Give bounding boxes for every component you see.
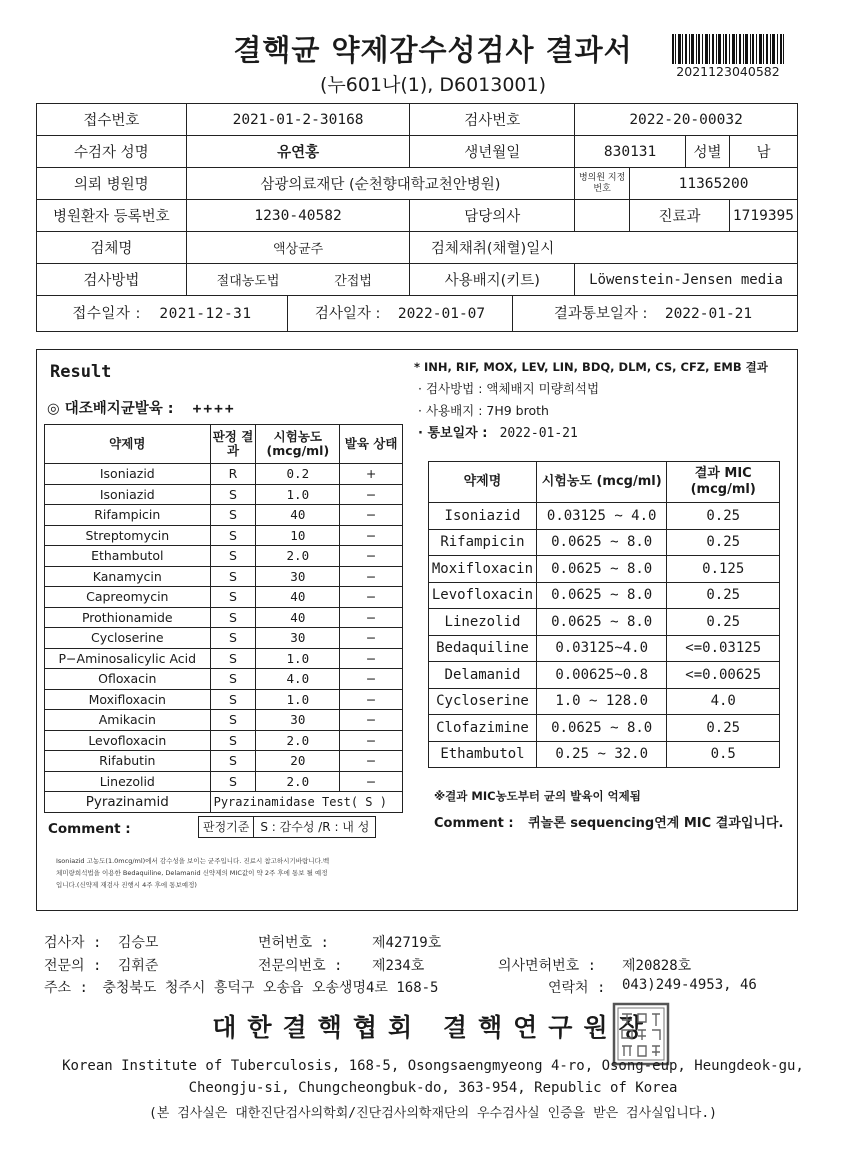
growth-status: − <box>340 525 403 546</box>
growth-status: − <box>340 751 403 772</box>
result-value: S <box>210 566 256 587</box>
concentration: 30 <box>256 566 340 587</box>
footer-row-3 <box>44 977 764 997</box>
result-value: S <box>210 587 256 608</box>
specimen: 액상균주 <box>186 232 410 264</box>
col-conc: 시험농도 (mcg/ml) <box>256 425 340 464</box>
doctor <box>575 200 630 232</box>
concentration: 20 <box>256 751 340 772</box>
sex-label: 성별 <box>686 136 730 168</box>
mic-value: 0.25 <box>667 609 780 636</box>
test-range: 0.0625 ~ 8.0 <box>536 556 667 583</box>
left-comment-label: Comment : <box>48 821 131 837</box>
drug-name: Cycloserine <box>45 628 211 649</box>
doctor-license: 제20828호 <box>622 958 692 974</box>
collect <box>575 232 798 264</box>
table-row <box>45 525 403 546</box>
result-value: S <box>210 484 256 505</box>
receipt-no-label: 접수번호 <box>37 104 187 136</box>
drug-name: Rifampicin <box>45 505 211 526</box>
hospital-label: 의뢰 병원명 <box>37 168 187 200</box>
mic-value: 0.5 <box>667 741 780 768</box>
result-value: S <box>210 505 256 526</box>
method-indirect: 간접법 <box>334 274 372 289</box>
test-range: 0.25 ~ 32.0 <box>536 741 667 768</box>
mic-value: <=0.03125 <box>667 635 780 662</box>
growth-status: − <box>340 505 403 526</box>
concentration: 10 <box>256 525 340 546</box>
hospital: 삼광의료재단 (순천향대학교천안병원) <box>186 168 574 200</box>
concentration: 1.0 <box>256 648 340 669</box>
test-no: 2022-20-00032 <box>575 104 798 136</box>
barcode-number: 2021123040582 <box>676 64 780 79</box>
table-row <box>45 587 403 608</box>
mic-drug-name: Linezolid <box>429 609 537 636</box>
certification-note: (본 검사실은 대한진단검사의학회/진단검사의학재단의 우수검사실 인증을 받은 검사실입니다.) <box>148 1106 718 1121</box>
criteria-label: 판정기준 <box>199 817 254 837</box>
specialist-no: 제234호 <box>372 958 425 974</box>
table-row <box>45 628 403 649</box>
mic-header: * INH, RIF, MOX, LEV, LIN, BDQ, DLM, CS, CFZ, EMB 결과 <box>414 360 768 374</box>
method-absolute: 절대농도법 <box>216 274 280 289</box>
mic-drug-name: Moxifloxacin <box>429 556 537 583</box>
table-row <box>45 648 403 669</box>
license-label: 면허번호 : <box>258 935 329 951</box>
test-range: 0.0625 ~ 8.0 <box>536 715 667 742</box>
method <box>186 264 410 296</box>
table-row <box>429 688 780 715</box>
mic-value: 0.25 <box>667 582 780 609</box>
table-row <box>45 689 403 710</box>
concentration: 30 <box>256 628 340 649</box>
drug-name: Ethambutol <box>45 546 211 567</box>
table-row <box>429 609 780 636</box>
mic-media: · 사용배지 : 7H9 broth <box>418 403 549 418</box>
dept: 1719395 <box>729 200 797 232</box>
drug-name: Isoniazid <box>45 464 211 485</box>
hospital-no: 11365200 <box>630 168 798 200</box>
table-row <box>429 662 780 689</box>
mic-col-mic: 결과 MIC (mcg/ml) <box>667 462 780 503</box>
official-seal-icon <box>612 1002 670 1066</box>
inspector-label: 검사자 : <box>44 935 102 951</box>
growth-status: − <box>340 689 403 710</box>
result-value: S <box>210 648 256 669</box>
table-row <box>45 566 403 587</box>
table-row <box>45 607 403 628</box>
result-value: R <box>210 464 256 485</box>
test-range: 0.0625 ~ 8.0 <box>536 582 667 609</box>
small-notes <box>56 855 401 891</box>
mic-drug-name: Cycloserine <box>429 688 537 715</box>
absolute-concentration-table <box>44 424 403 813</box>
test-date-label: 검사일자 : <box>314 305 381 322</box>
test-range: 0.03125~4.0 <box>536 635 667 662</box>
mic-report-date <box>418 422 578 441</box>
concentration: 40 <box>256 587 340 608</box>
specialist-label: 전문의 : <box>44 958 102 974</box>
table-row <box>429 582 780 609</box>
dob-label: 생년월일 <box>410 136 575 168</box>
criteria-box <box>198 816 376 838</box>
receipt-date: 2021-12-31 <box>159 305 252 322</box>
doctor-license-label: 의사면허번호 : <box>498 958 597 974</box>
specimen-label: 검체명 <box>37 232 187 264</box>
growth-status: − <box>340 710 403 731</box>
drug-name: Capreomycin <box>45 587 211 608</box>
small-note-1: Isoniazid 고농도(1.0mcg/ml)에서 감수성을 보이는 균주입니다. 진료시 참고하시기바랍니다.벡 <box>56 857 330 865</box>
sex: 남 <box>729 136 797 168</box>
test-no-label: 검사번호 <box>410 104 575 136</box>
report-date-label: 결과통보일자 : <box>553 305 648 322</box>
concentration: 2.0 <box>256 546 340 567</box>
result-value: S <box>210 771 256 792</box>
address: 충청북도 청주시 흥덕구 오송읍 오송생명4로 168-5 <box>102 980 439 996</box>
growth-status: − <box>340 648 403 669</box>
mic-value: 0.25 <box>667 529 780 556</box>
table-row <box>429 556 780 583</box>
right-comment <box>434 812 783 831</box>
growth-status: − <box>340 669 403 690</box>
mic-note: ※결과 MIC농도부터 균의 발육이 억제됨 <box>434 789 641 803</box>
col-drug: 약제명 <box>45 425 211 464</box>
test-range: 0.00625~0.8 <box>536 662 667 689</box>
inspector: 김승모 <box>117 935 159 951</box>
mic-report-date-label: · 통보일자 : <box>418 426 488 441</box>
mic-table <box>428 461 780 768</box>
control-label: ◎ 대조배지균발육 : <box>47 401 174 417</box>
table-row <box>429 503 780 530</box>
receipt-date-label: 접수일자 : <box>72 305 141 322</box>
drug-name: Kanamycin <box>45 566 211 587</box>
test-range: 0.0625 ~ 8.0 <box>536 609 667 636</box>
right-comment-text: 퀴놀론 sequencing연계 MIC 결과입니다. <box>528 816 784 831</box>
concentration: 1.0 <box>256 484 340 505</box>
result-value: S <box>210 607 256 628</box>
growth-status: − <box>340 566 403 587</box>
drug-name: Amikacin <box>45 710 211 731</box>
collect-label: 검체채취(채혈)일시 <box>410 232 575 264</box>
patient-reg: 1230-40582 <box>186 200 410 232</box>
test-range: 1.0 ~ 128.0 <box>536 688 667 715</box>
mic-drug-name: Clofazimine <box>429 715 537 742</box>
result-value: S <box>210 628 256 649</box>
specialist: 김휘준 <box>117 958 159 974</box>
address-label: 주소 : <box>44 980 88 996</box>
growth-status: − <box>340 587 403 608</box>
growth-status: − <box>340 484 403 505</box>
barcode-icon <box>672 34 784 64</box>
concentration: 2.0 <box>256 771 340 792</box>
dept-label: 진료과 <box>630 200 730 232</box>
table-row <box>45 505 403 526</box>
control-growth <box>47 397 236 418</box>
table-row <box>45 464 403 485</box>
growth-status: − <box>340 607 403 628</box>
test-range: 0.0625 ~ 8.0 <box>536 529 667 556</box>
dates-row <box>37 296 798 332</box>
drug-name: Moxifloxacin <box>45 689 211 710</box>
mic-report-date-value: 2022-01-21 <box>499 426 578 441</box>
drug-name: Streptomycin <box>45 525 211 546</box>
table-row <box>45 669 403 690</box>
mic-col-range: 시험농도 (mcg/ml) <box>536 462 667 503</box>
drug-name: Prothionamide <box>45 607 211 628</box>
result-value: S <box>210 710 256 731</box>
license: 제42719호 <box>372 935 442 951</box>
mic-value: 0.25 <box>667 503 780 530</box>
drug-name: Levofloxacin <box>45 730 211 751</box>
document-title: 결핵균 약제감수성검사 결과서 <box>233 33 633 67</box>
org-english-2: Cheongju-si, Chungcheongbuk-do, 363-954, Republic of Korea <box>188 1080 678 1096</box>
mic-drug-name: Ethambutol <box>429 741 537 768</box>
method-label: 검사방법 <box>37 264 187 296</box>
concentration: 4.0 <box>256 669 340 690</box>
drug-name: Rifabutin <box>45 751 211 772</box>
mic-value: 4.0 <box>667 688 780 715</box>
result-value: S <box>210 751 256 772</box>
concentration: 1.0 <box>256 689 340 710</box>
specialist-no-label: 전문의번호 : <box>258 958 343 974</box>
table-row <box>45 710 403 731</box>
concentration: 40 <box>256 505 340 526</box>
growth-status: − <box>340 628 403 649</box>
table-row <box>45 751 403 772</box>
concentration: 30 <box>256 710 340 731</box>
org-english-1: Korean Institute of Tuberculosis, 168-5, Osongsaengmyeong 4-ro, Osong-eup, Heungdeok-gu, <box>62 1058 804 1074</box>
mic-drug-name: Delamanid <box>429 662 537 689</box>
criteria-value: S : 감수성 /R : 내 성 <box>260 820 370 834</box>
dob: 830131 <box>575 136 686 168</box>
result-value: S <box>210 730 256 751</box>
small-note-2: 체미량희석법을 이용한 Bedaquiline, Delamanid 신약제의 MIC값이 약 2주 후에 통보 될 예정 <box>56 869 328 877</box>
patient-info-table <box>36 103 798 332</box>
result-value: S <box>210 689 256 710</box>
pza-result: Pyrazinamidase Test( S ) <box>210 792 402 813</box>
media-label: 사용배지(키트) <box>410 264 575 296</box>
col-growth: 발육 상태 <box>340 425 403 464</box>
drug-name: Ofloxacin <box>45 669 211 690</box>
growth-status: − <box>340 546 403 567</box>
mic-drug-name: Levofloxacin <box>429 582 537 609</box>
table-row <box>429 715 780 742</box>
growth-status: − <box>340 771 403 792</box>
result-value: S <box>210 669 256 690</box>
small-note-3: 입니다.(신약제 재검사 진행시 4주 후에 통보예정) <box>56 881 197 889</box>
organization-name: 대한결핵협회 결핵연구원장 <box>212 1013 654 1042</box>
document-subtitle: (누601나(1), D6013001) <box>319 74 547 96</box>
mic-value: <=0.00625 <box>667 662 780 689</box>
concentration: 2.0 <box>256 730 340 751</box>
mic-value: 0.25 <box>667 715 780 742</box>
growth-status: − <box>340 730 403 751</box>
table-row <box>45 771 403 792</box>
hospital-no-label: 병의원 지정번호 <box>575 168 630 200</box>
drug-name: Linezolid <box>45 771 211 792</box>
mic-col-drug: 약제명 <box>429 462 537 503</box>
pza-drug: Pyrazinamid <box>45 792 211 813</box>
drug-name: Isoniazid <box>45 484 211 505</box>
media: Löwenstein-Jensen media <box>575 264 798 296</box>
table-row <box>429 529 780 556</box>
doctor-label: 담당의사 <box>410 200 575 232</box>
drug-name: P−Aminosalicylic Acid <box>45 648 211 669</box>
mic-drug-name: Rifampicin <box>429 529 537 556</box>
mic-drug-name: Bedaquiline <box>429 635 537 662</box>
test-date: 2022-01-07 <box>397 305 486 322</box>
table-row <box>429 741 780 768</box>
table-row <box>45 484 403 505</box>
table-row <box>45 546 403 567</box>
mic-method: · 검사방법 : 액체배지 미량희석법 <box>418 381 600 396</box>
report-date: 2022-01-21 <box>664 305 753 322</box>
name-label: 수검자 성명 <box>37 136 187 168</box>
col-result: 판정 결과 <box>210 425 256 464</box>
concentration: 0.2 <box>256 464 340 485</box>
table-row <box>45 730 403 751</box>
right-comment-label: Comment : <box>434 816 514 831</box>
footer-row-2 <box>44 955 692 975</box>
concentration: 40 <box>256 607 340 628</box>
control-value: ++++ <box>192 401 236 417</box>
patient-name: 유연홍 <box>186 136 410 168</box>
contact: 043)249-4953, 46 <box>622 977 757 993</box>
result-title: Result <box>50 362 112 382</box>
contact-label: 연락처 : <box>548 980 606 996</box>
growth-status: + <box>340 464 403 485</box>
receipt-no: 2021-01-2-30168 <box>186 104 410 136</box>
table-row <box>429 635 780 662</box>
result-value: S <box>210 546 256 567</box>
patient-reg-label: 병원환자 등록번호 <box>37 200 187 232</box>
test-range: 0.03125 ~ 4.0 <box>536 503 667 530</box>
result-value: S <box>210 525 256 546</box>
footer-row-1 <box>44 932 442 952</box>
mic-value: 0.125 <box>667 556 780 583</box>
mic-drug-name: Isoniazid <box>429 503 537 530</box>
